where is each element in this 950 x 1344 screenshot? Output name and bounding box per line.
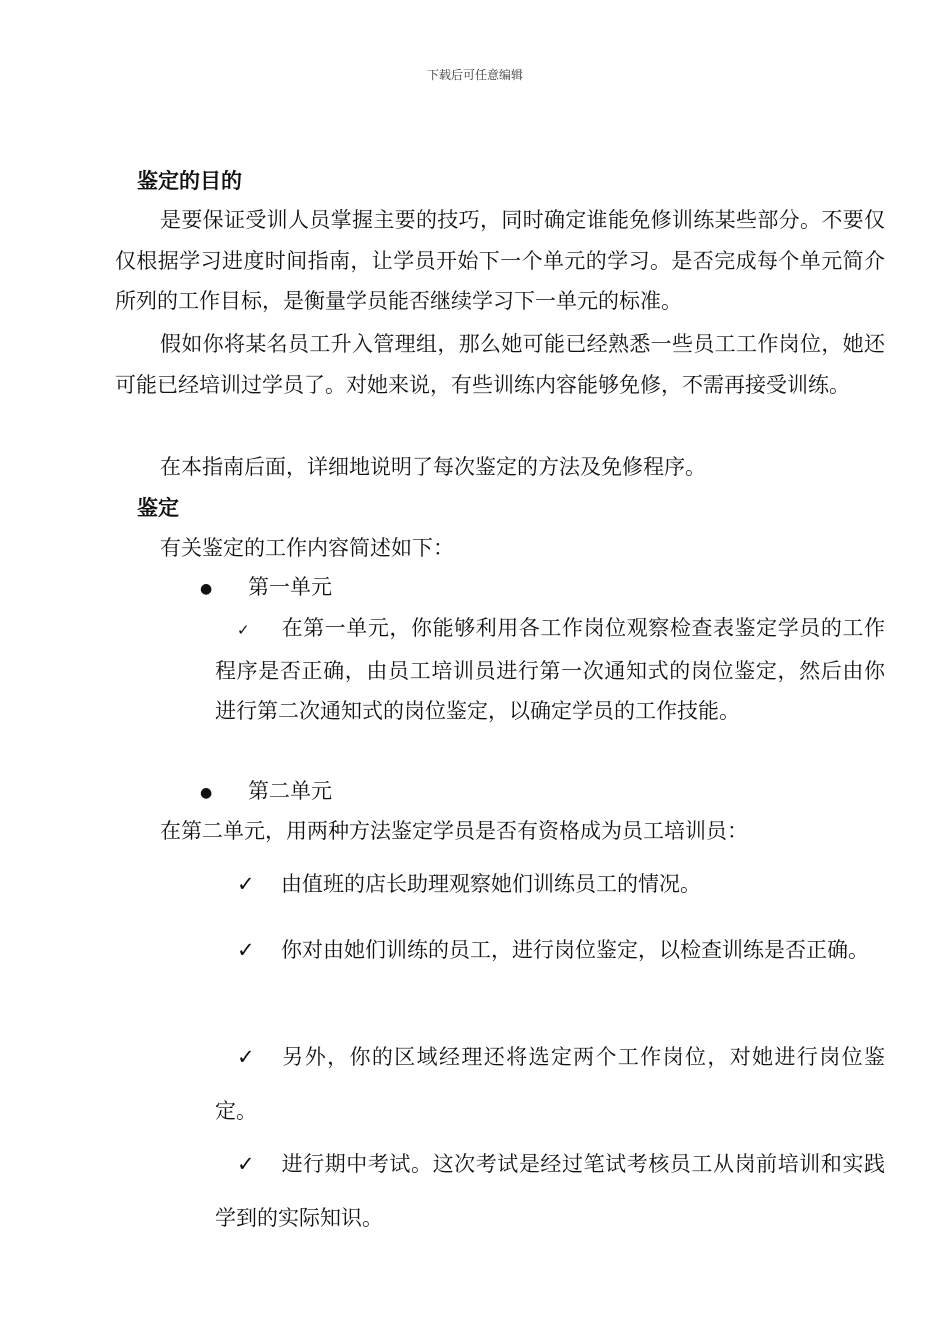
unit2-check-text-4: 进行期中考试。这次考试是经过笔试考核员工从岗前培训和实践学到的实际知识。 — [215, 1152, 885, 1230]
bullet-dot-icon: ● — [200, 580, 213, 597]
unit2-check-text-1: 由值班的店长助理观察她们训练员工的情况。 — [281, 872, 701, 896]
page-header: 下载后可任意编辑 — [426, 68, 523, 82]
unit1-check-item — [215, 608, 885, 732]
unit1-check-text: 在第一单元，你能够利用各工作岗位观察检查表鉴定学员的工作程序是否正确，由员工培训员进行第一次通知式的岗位鉴定，然后由你进行第二次通知式的岗位鉴定，以确定学员的工作技能。 — [215, 616, 885, 723]
unit2-bullet-item — [200, 776, 332, 808]
unit2-intro: 在第二单元，用两种方法鉴定学员是否有资格成为员工培训员： — [160, 819, 748, 843]
unit2-check-item-2 — [215, 923, 885, 977]
unit1-label: 第一单元 — [248, 575, 332, 599]
purpose-paragraph-1: 是要保证受训人员掌握主要的技巧，同时确定谁能免修训练某些部分。不要仅仅根据学习进度时间指南，让学员开始下一个单元的学习。是否完成每个单元简介所列的工作目标，是衡量学员能否继续学习下一单元的标准。 — [115, 208, 885, 313]
section-title-appraisal: 鉴定 — [137, 495, 179, 520]
unit2-check-text-3: 另外，你的区域经理还将选定两个工作岗位，对她进行岗位鉴定。 — [215, 1045, 885, 1123]
checkmark-icon: ✓ — [237, 621, 250, 639]
checkmark-icon: ✓ — [237, 872, 255, 896]
checkmark-icon: ✓ — [237, 1045, 255, 1069]
unit2-check-item-3 — [215, 1030, 885, 1138]
section-title-purpose: 鉴定的目的 — [137, 168, 242, 193]
checkmark-icon: ✓ — [237, 938, 255, 962]
unit2-label: 第二单元 — [248, 779, 332, 803]
purpose-paragraph-3: 在本指南后面，详细地说明了每次鉴定的方法及免修程序。 — [160, 455, 706, 479]
checkmark-icon: ✓ — [237, 1152, 255, 1176]
unit1-bullet-item — [200, 572, 332, 604]
unit2-check-text-2: 你对由她们训练的员工，进行岗位鉴定，以检查训练是否正确。 — [281, 938, 869, 962]
purpose-paragraph-2: 假如你将某名员工升入管理组，那么她可能已经熟悉一些员工工作岗位，她还可能已经培训过学员了。对她来说，有些训练内容能够免修，不需再接受训练。 — [115, 332, 885, 397]
unit2-check-item-4 — [215, 1137, 885, 1245]
appraisal-intro: 有关鉴定的工作内容简述如下： — [160, 536, 454, 560]
unit2-check-item-1 — [215, 857, 885, 911]
bullet-dot-icon: ● — [200, 784, 213, 801]
